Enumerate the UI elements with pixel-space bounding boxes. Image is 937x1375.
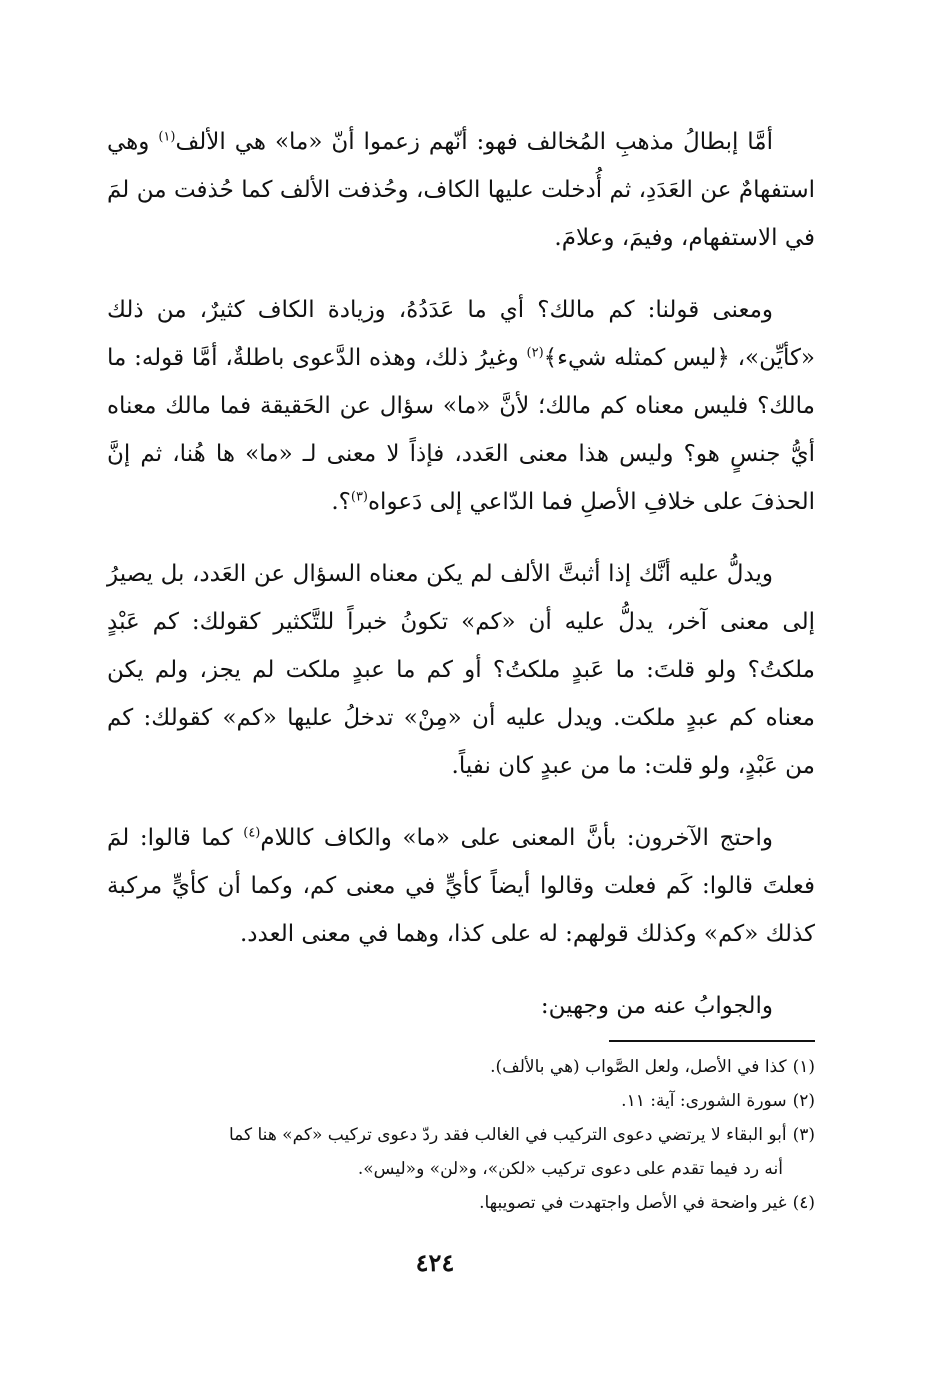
paragraph-text: ويدلُّ عليه أنَّك إذا أثبتَّ الألف لم يكن معناه السؤال عن العَدد، بل يصيرُ إلى معنى آخر، يدلُّ عليه أن «كم» تكونُ خبراً للتَّكثير كقولك: كم عَبْدٍ ملكتُ؟ ولو قلتَ: ما عَبدٍ ملكتُ؟ أو كم ما عبدٍ ملكت لم يجز، ولم يكن معناه كم عبدٍ ملكت. ويدل عليه أن «مِنْ» تدخلُ عليها «كم» كقولك: كم من عَبْدٍ، ولو قلت: ما من عبدٍ كان نفياً. — [107, 561, 815, 779]
footnote-marker: (١) — [158, 129, 176, 145]
page-number: ٤٢٤ — [415, 1248, 455, 1277]
footnote-marker: (٤) — [243, 825, 261, 841]
paragraph-text: والجوابُ عنه من وجهين: — [540, 993, 773, 1019]
footnote-marker: (٢) — [526, 345, 544, 361]
paragraph-text: وهي استفهامٌ عن العَدَدِ، ثم أُدخلت عليها الكاف، وحُذفت الألف كما حُذفت من لمَ في الاستفهام، وفيمَ، وعلامَ. — [107, 129, 815, 251]
footnote-3-continued — [107, 1152, 815, 1186]
footnote-text: كذا في الأصل، ولعل الصَّواب (هي بالألف). — [490, 1057, 787, 1077]
paragraph-text: ؟. — [331, 489, 351, 515]
footnote-number: (٣) — [792, 1125, 815, 1145]
footnote-text: أبو البقاء لا يرتضي دعوى التركيب في الغالب فقد ردّ دعوى تركيب «كم» هنا كما — [229, 1125, 787, 1145]
footnote-3 — [107, 1118, 815, 1152]
paragraph-4 — [107, 814, 815, 958]
footnote-1 — [107, 1050, 815, 1084]
paragraph-1 — [107, 118, 815, 262]
footnote-divider — [609, 1040, 815, 1042]
paragraph-text: ومعنى قولنا: كم مالك؟ أي ما عَدَدُهُ، وزيادة الكاف كثيرٌ، من ذلك «كأيِّن»، ﴿ليس كمثله شيء﴾ — [107, 297, 816, 371]
footnote-marker: (٣) — [350, 489, 368, 505]
paragraph-3 — [107, 550, 815, 790]
footnote-number: (٤) — [792, 1193, 815, 1213]
paragraph-text: أمَّا إبطالُ مذهبِ المُخالف فهو: أنّهم زعموا أنّ «ما» هي الألف — [175, 129, 773, 155]
footnote-text: غير واضحة في الأصل واجتهدت في تصويبها. — [479, 1193, 787, 1213]
footnote-text: سورة الشورى: آية: ١١. — [621, 1091, 787, 1111]
footnote-number: (١) — [792, 1057, 815, 1077]
footnote-4 — [107, 1186, 815, 1220]
footnote-2 — [107, 1084, 815, 1118]
footnote-number: (٢) — [792, 1091, 815, 1111]
main-text — [107, 118, 815, 1054]
paragraph-text: واحتج الآخرون: بأنَّ المعنى على «ما» والكاف كاللام — [260, 825, 773, 851]
paragraph-text: وغيرُ ذلك، وهذه الدَّعوى باطلةٌ، أمَّا قوله: ما مالك؟ فليس معناه كم مالك؛ لأنَّ «ما» سؤال عن الحَقيقة فما مالك معناه أيُّ جنسٍ هو؟ وليس هذا معنى العَدد، فإذاً لا معنى لـ «ما» ها هُنا، ثم إنَّ الحذفَ على خلافِ الأصلِ فما الدّاعي إلى دَعواه — [107, 345, 815, 515]
paragraph-text: كما قالوا: لمَ فعلتَ قالوا: كَم فعلت وقالوا أيضاً كأيٍّ في معنى كم، وكما أن كأيٍّ مركبة كذلك «كم» وكذلك قولهم: له على كذا، وهما في معنى العدد. — [107, 825, 815, 947]
footnotes — [107, 1050, 815, 1220]
footnote-text: أنه رد فيما تقدم على دعوى تركيب «لكن»، و«لن» و«ليس». — [357, 1159, 783, 1179]
paragraph-2 — [107, 286, 815, 526]
paragraph-5 — [107, 982, 815, 1030]
